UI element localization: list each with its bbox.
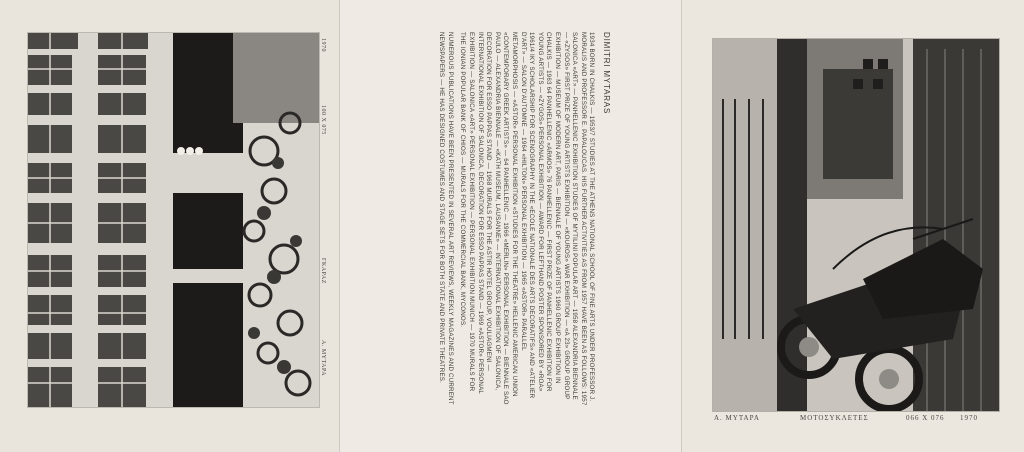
left-title-caption: ΓΚΑΡΑΖ <box>320 258 326 284</box>
right-title-caption: ΜΟΤΟΣΥΚΛΕΤΕΣ <box>800 414 869 422</box>
painting-garage <box>27 32 320 408</box>
right-artist-caption: Α. ΜΥΤΑΡΑ <box>714 414 760 422</box>
biography-paragraph: 1934 BORN IN CHALKIS — 1953/7 STUDIES AT THE ATHENS NATIONAL SCHOOL OF FINE ARTS UNDER PROFESSOR J. MORALIS AND PROFESSOR E. PAPALOUCAS. HIS FURTHER ACTIVITIES AS FROM 1957 HAVE BEEN AS FOLLOWS: 1957 SALONICA «ART» — PANHELLENIC EXHIBITION STUDIES OF MYTILINI POPULAR ART — 1958 ALEXANDRIA BIENNALE — «ZYGOS» FIRST PRIZE OF YOUNG ARTISTS EXHIBITION — «KOUROS» WAR EXHIBITION — «A 23» GROUP GROUP EXHIBITION — MUSEUM OF MODERN ART, PARIS — BIENNALE OF YOUNG ARTISTS 1960 GROUP EXHIBITION IN CHALKIS — 1963 64 PANHELLENIC «ARMOS» 76 PANHELLENIC — FIRST PRIZE OF PANHELLENIC EXHIBITION FOR YOUNG ARTISTS — «ZYGOS» PERSONAL EXHIBITION — AWARD FOR LEFTHAND POSTER SPONSORED BY «ROA» 1961/4 IKY SCHOLARSHIP FOR SCENOGRAPHY IN THE «ECOLE NATIONALE DES ARTS DECORATIFS» AND «ATELIER D'ART» — SALON D'AUTOMNE — 1964 «HILTON» PERSONAL EXHIBITION — 1965 «ASTOR» PARALLEL METAMORPHOSIS — «ASTOR» PERSONAL EXHIBITION «STUDIES FOR THE THEATRE» HELLENIC AMERICAN UNION «CONTEMPORARY GREEK ARTISTS» — 64 PANHELLENIC — 1966 «MERLIN» PERSONAL EXHIBITION — BIENNALE SAO PAULO — ALEXANDRIA BIENNALE — «KATH MUSEUM, LAUSANNE» — INTERNATIONAL EXHIBITION OF SALONICA, DECORATION FOR ESSO PAPPAS STAND — 1968 MURALS FOR THE ASTIR HOTEL GROUP, VOULIAGMENI — INTERNATIONAL EXHIBITION OF SALONICA, DECORATION FOR ESSO PAPPAS STAND — 1969 «ASTOR» PERSONAL EXHIBITION — SALONICA «ART» PERSONAL EXHIBITION — PERSONAL EXHIBITION MUNICH — 1970 MURALS FOR THE IONIAN POPULAR BANK OF CHIOS — MURALS FOR THE COMMERCIAL BANK, MYCONOS. <box>459 32 596 406</box>
right-dimensions-caption: 066 Χ 076 <box>906 414 945 422</box>
painting-motorcycles <box>712 38 1000 412</box>
biography-text <box>380 32 610 406</box>
left-artist-caption: Α. ΜΥΤΑΡΑ <box>320 340 326 377</box>
publications-paragraph: NUMEROUS PUBLICATIONS HAVE BEEN PRESENTED IN SEVERAL ART REVIEWS, WEEKLY MAGAZINES AND CURRENT NEWSPAPERS — HE HAS DESIGNED COSTUMES AND STAGE SETS FOR BOTH STATE AND PRIVATE THEATRES. <box>438 32 454 405</box>
right-year-caption: 1970 <box>960 414 978 422</box>
artist-name: DIMITRI MYTARAS <box>602 32 611 115</box>
left-dimensions-caption: 100 Χ 075 <box>320 105 326 135</box>
left-year-caption: 1970 <box>320 38 326 52</box>
